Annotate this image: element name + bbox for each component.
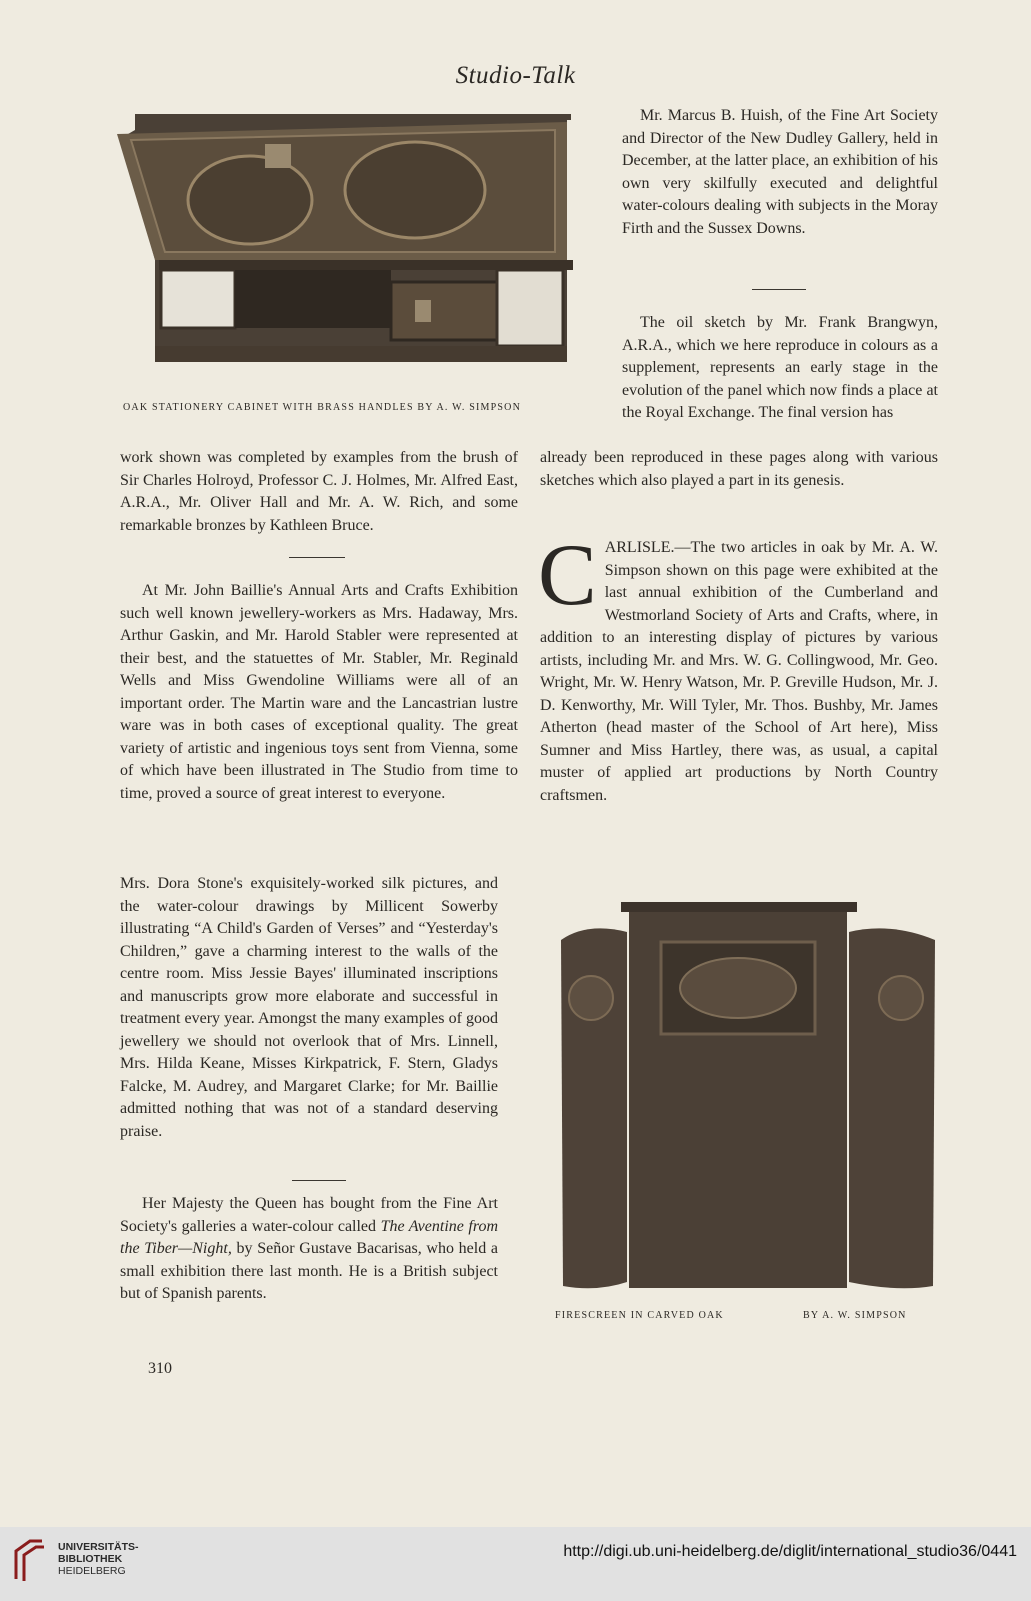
running-head: Studio-Talk	[455, 62, 576, 89]
baillie-text-narrow: Mrs. Dora Stone's exquisitely-worked silk pictures, and the water-colour drawings by Millicent Sowerby illustrating “A Child's Garden of Verses” and “Yesterday's Children,” gave a charming interest to the walls of the centre room. Miss Jessie Bayes' illuminated inscriptions and manuscripts grow more elaborate and successful in treatment every year. Amongst the many examples of good jewellery we should not overlook that of Mrs. Linnell, Mrs. Hilda Keane, Misses Kirkpatrick, F. Stern, Gladys Falcke, M. Audrey, and Margaret Clarke; for Mr. Baillie admitted nothing that was not of a standard deserving praise.	[120, 875, 498, 1140]
brangwyn-text-narrow: The oil sketch by Mr. Frank Brangwyn, A.R.A., which we here reproduce in colours as a supplement, represents an early stage in the evolution of the panel which now finds a place at the Royal Exchange. The final version has	[622, 314, 938, 421]
drop-cap: C	[538, 527, 597, 624]
source-url-link[interactable]: http://digi.ub.uni-heidelberg.de/diglit/international_studio36/0441	[563, 1543, 1017, 1560]
queen-text-a: Her Majesty the Queen has bought from the Fine Art Society's galleries a water-colour called	[120, 1195, 498, 1235]
library-line3: HEIDELBERG	[58, 1565, 126, 1577]
section-rule	[292, 1180, 346, 1181]
brangwyn-text-cont: already been reproduced in these pages along with various sketches which also played a part in its genesis.	[540, 449, 938, 489]
section-rule	[752, 289, 806, 290]
queen-text-b: by Señor Gustave Bacarisas, who held a small exhibition there last month. He is a British subject but of Spanish parents.	[120, 1240, 499, 1302]
painting-title: The Aventine from the Tiber—Night,	[120, 1217, 499, 1257]
library-line1: UNIVERSITÄTS-	[58, 1541, 139, 1553]
huish-text: Mr. Marcus B. Huish, of the Fine Art Society and Director of the New Dudley Gallery, held in December, at the latter place, an exhibition of his own very skilfully executed and delightful water-colours dealing with subjects in the Moray Firth and the Sussex Downs.	[622, 107, 938, 237]
queen-paragraph	[120, 1193, 498, 1306]
baillie-paragraph-narrow	[120, 873, 498, 1143]
baillie-paragraph	[120, 580, 518, 805]
baillie-text: At Mr. John Baillie's Annual Arts and Crafts Exhibition such well known jewellery-workers as Mrs. Hadaway, Mrs. Arthur Gaskin, and Mr. Harold Stabler were represented at their best, and the statuettes of Mr. Stabler, Mr. Reginald Wells and Miss Gwendoline Williams were all of an important order. The Martin ware and the Lancastrian lustre ware was in both cases of exceptional quality. The great variety of artistic and ingenious toys sent from Vienna, some of which have been illustrated in The Studio from time to time, proved a source of great interest to everyone.	[120, 582, 518, 802]
cabinet-caption: OAK STATIONERY CABINET WITH BRASS HANDLES BY A. W. SIMPSON	[123, 402, 522, 413]
library-footer	[0, 1527, 1031, 1601]
page-number: 310	[148, 1360, 172, 1377]
carlisle-lead: ARLISLE.	[604, 539, 675, 556]
left-continued-text: work shown was completed by examples from the brush of Sir Charles Holroyd, Professor C. J. Holmes, Mr. Alfred East, A.R.A., Mr. Oliver Hall and Mr. A. W. Rich, and some remarkable bronzes by Kathleen Bruce.	[120, 449, 518, 534]
firescreen-caption-left: FIRESCREEN IN CARVED OAK	[555, 1310, 724, 1321]
brangwyn-paragraph-narrow	[622, 312, 938, 425]
section-rule	[289, 557, 345, 558]
library-logo-icon	[12, 1537, 48, 1585]
huish-paragraph	[622, 105, 938, 240]
library-line2: BIBLIOTHEK	[58, 1553, 123, 1565]
brangwyn-paragraph-cont	[540, 447, 938, 492]
library-name	[58, 1541, 139, 1577]
carlisle-text: —The two articles in oak by Mr. A. W. Simpson shown on this page were exhibited at the last annual exhibition of the Cumberland and Westmorland Society of Arts and Crafts, where, in addition to an interesting display of pictures by various artists, including Mr. and Mrs. W. G. Collingwood, Mr. Geo. Wright, Mr. W. Henry Watson, Mr. P. Greville Hudson, Mr. J. D. Kenworthy, Mr. Will Tyler, Mr. Thos. Bushby, Mr. James Atherton (head master of the School of Art here), Miss Sumner and Miss Hartley, there was, as usual, a capital muster of applied art productions by North Country craftsmen.	[540, 539, 938, 804]
firescreen-caption-right: BY A. W. SIMPSON	[803, 1310, 907, 1321]
cabinet-figure	[115, 110, 575, 372]
carlisle-paragraph	[538, 527, 938, 807]
firescreen-figure	[557, 900, 941, 1300]
left-column	[120, 447, 518, 537]
